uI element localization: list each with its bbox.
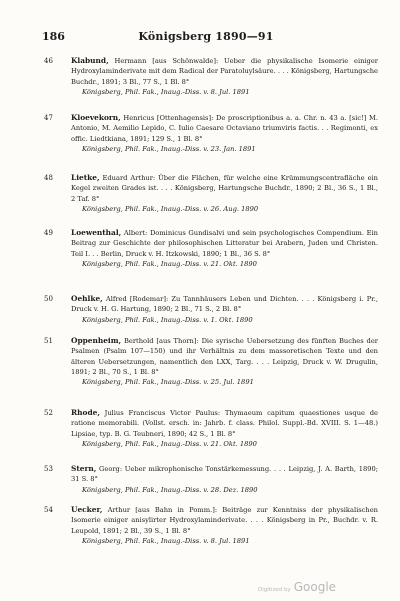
watermark-brand: Google [293, 580, 337, 594]
entry-number: 53 [44, 465, 53, 473]
entry-text: Julius Franciscus Victor Paulus: Thymaeum capitum quaestiones usque de ratione memorabili. (Vollst. ersch. in: Jahrb. f. class. Philol. Suppl.-Bd. XVIII. S. 1—48.) Lipsiae, typ. B. G. Teubneri, 1890; 42 S., 1 Bl. 8° [71, 409, 378, 438]
entry-author: Lietke, [71, 173, 100, 182]
entry-body [71, 464, 378, 485]
entry-number: 50 [44, 295, 53, 303]
page-header [42, 30, 370, 44]
entry-dissertation-note: Königsberg, Phil. Fak., Inaug.-Diss. v. 1. Okt. 1890 [82, 315, 253, 324]
bibliography-entry [44, 56, 378, 97]
entry-author: Kloevekorn, [71, 113, 121, 122]
entry-number: 49 [44, 229, 53, 237]
entry-body [71, 56, 378, 87]
bibliography-entry [44, 173, 378, 214]
entry-text: Georg: Ueber mikrophonische Tonstärkemessung. . . . Leipzig, J. A. Barth, 1890; 31 S. 8° [71, 465, 378, 484]
entry-number: 54 [44, 506, 53, 514]
entry-body [71, 228, 378, 259]
entry-number: 52 [44, 409, 53, 417]
entry-number: 51 [44, 337, 53, 345]
digitized-watermark [258, 576, 336, 595]
entry-body [71, 294, 378, 315]
entry-body [71, 408, 378, 439]
bibliography-entry [44, 113, 378, 154]
entry-text: Alfred [Rodemar]: Zu Tannhäusers Leben und Dichten. . . . Königsberg i. Pr., Druck v. H. G. Hartung, 1890; 2 Bl., 71 S., 2 Bl. 8° [71, 295, 378, 314]
page-number: 186 [42, 30, 65, 43]
entry-dissertation-note: Königsberg, Phil. Fak., Inaug.-Diss. v. 8. Jul. 1891 [82, 87, 250, 96]
entry-author: Oppenheim, [71, 336, 122, 345]
watermark-prefix: Digitized by [258, 587, 291, 593]
entry-author: Rhode, [71, 408, 100, 417]
bibliography-entry [44, 505, 378, 546]
entry-number: 46 [44, 57, 53, 65]
bibliography-entry [44, 228, 378, 269]
entry-author: Uecker, [71, 505, 103, 514]
entry-body [71, 336, 378, 377]
entry-author: Stern, [71, 464, 97, 473]
entry-dissertation-note: Königsberg, Phil. Fak., Inaug.-Diss. v. 8. Jul. 1891 [82, 536, 250, 545]
entry-dissertation-note: Königsberg, Phil. Fak., Inaug.-Diss. v. 26. Aug. 1890 [82, 204, 259, 213]
entry-dissertation-note: Königsberg, Phil. Fak., Inaug.-Diss. v. 25. Jul. 1891 [82, 378, 254, 387]
entry-text: Hermann [aus Schönwalde]: Ueber die physikalische Isomerie einiger Hydroxylaminderivate mit dem Radical der Paratoluylsäure. . . . Königsberg, Hartungsche Buchdr., 1891; 3 Bl., 77 S., 1 Bl. 8° [71, 57, 378, 86]
entry-number: 48 [44, 174, 53, 182]
entry-dissertation-note: Königsberg, Phil. Fak., Inaug.-Diss. v. 21. Okt. 1890 [82, 439, 257, 448]
entry-number: 47 [44, 114, 53, 122]
bibliography-entry [44, 336, 378, 387]
entry-text: Henricus [Ottenhagensis]: De proscriptionibus a. a. Chr. n. 43 a. [sic!] M. Antonio, M. Aemilio Lepido, C. Iulio Caesare Octaviano triumviris factis. . . Regimonti, ex offic. Liedtkiana, 1891; 129 S., 1 Bl. 8° [71, 114, 378, 143]
bibliography-entry [44, 464, 378, 495]
entry-text: Arthur [aus Bahn in Pomm.]: Beiträge zur Kenntniss der physikalischen Isomerie einiger anisylirter Hydroxylaminderivate. . . . Königsberg in Pr., Buchdr. v. R. Leupold, 1891; 2 Bl., 39 S., 1 Bl. 8° [71, 506, 378, 535]
entry-author: Loewenthal, [71, 228, 122, 237]
entry-body [71, 173, 378, 204]
running-title: Königsberg 1890—91 [138, 30, 274, 43]
entry-author: Klabund, [71, 56, 109, 65]
entry-text: Eduard Arthur: Über die Flächen, für welche eine Krümmungscentrafläche ein Kegel zweiten Grades ist. . . . Königsberg, Hartungsche Buchdr., 1890; 2 Bl., 36 S., 1 Bl., 2 Taf. 8° [71, 174, 378, 203]
entry-text: Albert: Dominicus Gundisalvi und sein psychologisches Compendium. Ein Beitrag zur Geschichte der philosophischen Litteratur bei Arabern, Juden und Christen. Teil I. . . Berlin, Druck v. H. Itzkowski, 1890; 1 Bl., 36 S. 8° [71, 229, 378, 258]
entry-body [71, 113, 378, 144]
entry-author: Oehlke, [71, 294, 103, 303]
bibliography-entry [44, 408, 378, 449]
entry-dissertation-note: Königsberg, Phil. Fak., Inaug.-Diss. v. 21. Okt. 1890 [82, 259, 257, 268]
entry-text: Berthold [aus Thorn]: Die syrische Uebersetzung des fünften Buches der Psalmen (Psalm 107—150) und ihr Verhältnis zu dem massoretischen Texte und den älteren Uebersetzungen, namentlich den LXX, Targ. . . . Leipzig, Druck v. W. Drugulin, 1891; 2 Bl., 70 S., 1 Bl. 8° [71, 337, 378, 376]
entry-body [71, 505, 378, 536]
entry-dissertation-note: Königsberg, Phil. Fak., Inaug.-Diss. v. 23. Jan. 1891 [82, 144, 256, 153]
bibliography-entry [44, 294, 378, 325]
entry-dissertation-note: Königsberg, Phil. Fak., Inaug.-Diss. v. 28. Dez. 1890 [82, 485, 258, 494]
